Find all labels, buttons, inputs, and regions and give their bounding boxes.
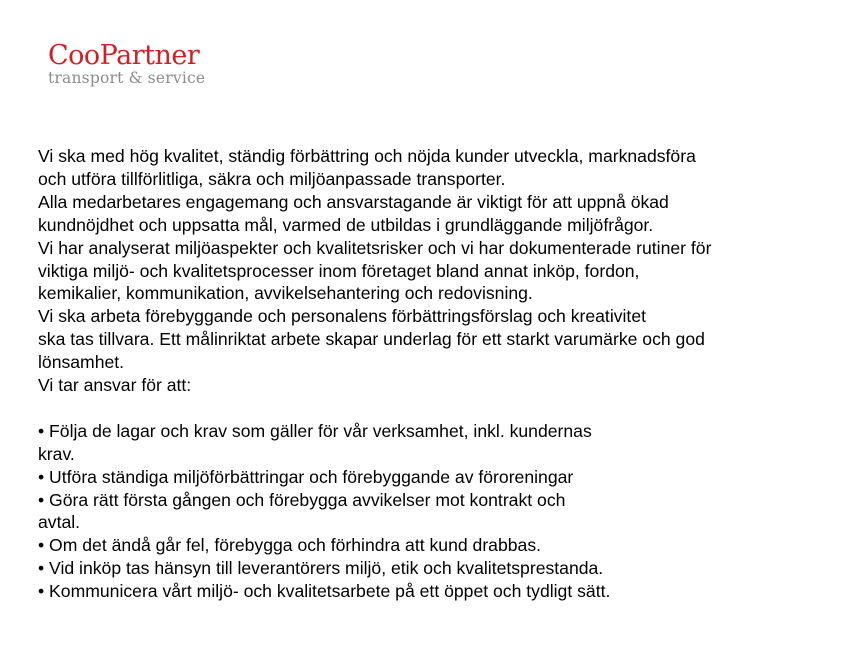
company-logo bbox=[48, 41, 205, 87]
list-item-line: • Vid inköp tas hänsyn till leverantörers miljö, etik och kvalitetsprestanda. bbox=[38, 558, 604, 579]
list-item-line: • Följa de lagar och krav som gäller för vår verksamhet, inkl. kundernas bbox=[38, 420, 592, 441]
spacer bbox=[38, 397, 838, 420]
paragraph-line: och utföra tillförlitliga, säkra och miljöanpassade transporter. bbox=[38, 168, 506, 189]
paragraph-line: ska tas tillvara. Ett målinriktat arbete skapar underlag för ett starkt varumärke och god bbox=[38, 329, 705, 350]
paragraph-line: Vi har analyserat miljöaspekter och kvalitetsrisker och vi har dokumenterade rutiner för bbox=[38, 237, 712, 258]
paragraph-line: Alla medarbetares engagemang och ansvarstagande är viktigt för att uppnå ökad bbox=[38, 191, 669, 212]
logo-name: CooPartner bbox=[48, 40, 200, 71]
list-item-line: • Utföra ständiga miljöförbättringar och förebyggande av föroreningar bbox=[38, 466, 574, 487]
paragraph-line: kemikalier, kommunikation, avvikelsehantering och redovisning. bbox=[38, 283, 533, 304]
paragraph-line: viktiga miljö- och kvalitetsprocesser inom företaget bland annat inköp, fordon, bbox=[38, 260, 640, 281]
list-item-line: • Om det ändå går fel, förebygga och förhindra att kund drabbas. bbox=[38, 535, 542, 556]
paragraph-line: Vi ska med hög kvalitet, ständig förbättring och nöjda kunder utveckla, marknadsföra bbox=[38, 146, 696, 166]
policy-text bbox=[38, 145, 838, 603]
list-item-line: • Göra rätt första gången och förebygga avvikelser mot kontrakt och bbox=[38, 489, 566, 510]
list-item-line: • Kommunicera vårt miljö- och kvalitetsarbete på ett öppet och tydligt sätt. bbox=[38, 581, 611, 602]
paragraph-line: Vi ska arbeta förebyggande och personalens förbättringsförslag och kreativitet bbox=[38, 306, 646, 327]
list-item-line: krav. bbox=[38, 443, 75, 464]
logo-tagline: transport & service bbox=[48, 69, 206, 87]
paragraph-line: kundnöjdhet och uppsatta mål, varmed de utbildas i grundläggande miljöfrågor. bbox=[38, 214, 654, 235]
paragraph-line: lönsamhet. bbox=[38, 352, 125, 373]
responsibility-heading: Vi tar ansvar för att: bbox=[38, 375, 192, 396]
list-item-line: avtal. bbox=[38, 512, 81, 533]
